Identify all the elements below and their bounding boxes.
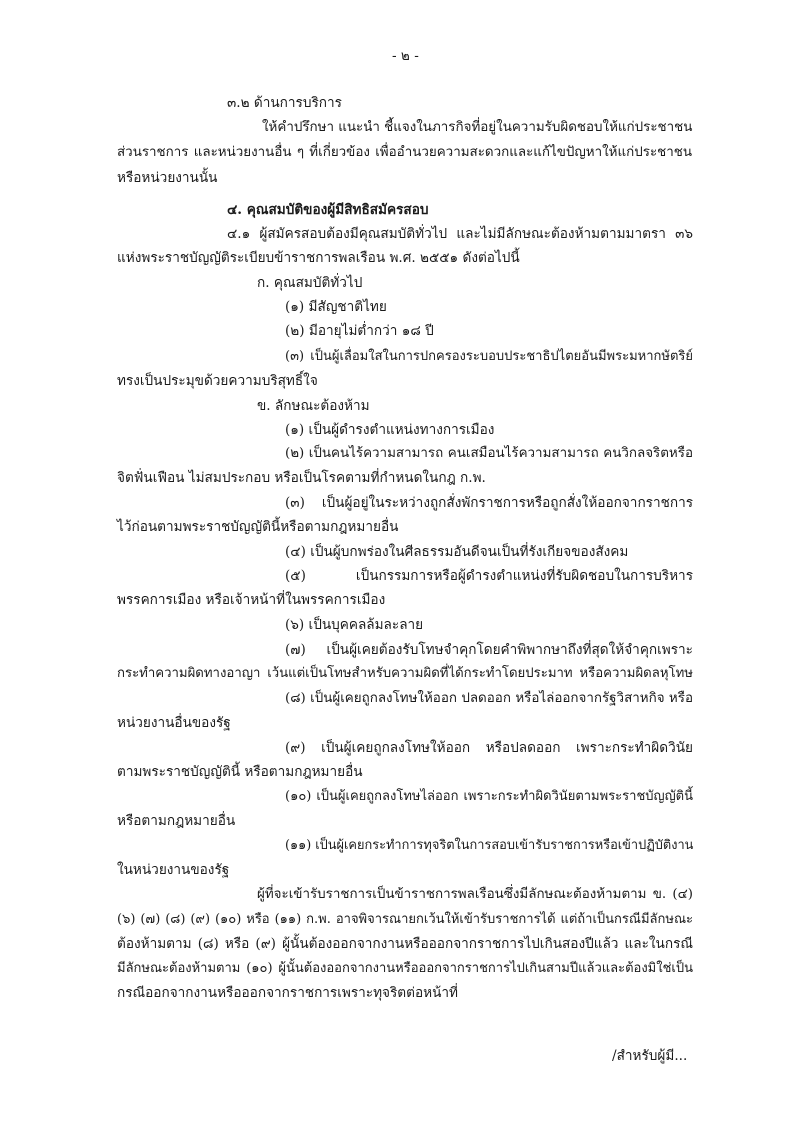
section-4-1-intro: แห่งพระราชบัญญัติระเบียบข้าราชการพลเรือน พ.ศ. ๒๕๕๑ ดังต่อไปนี้ [117,250,520,266]
general-item: (๒) มีอายุไม่ต่ำกว่า ๑๘ ปี [285,323,434,339]
general-item: (๓) เป็นผู้เลื่อมใสในการปกครองระบอบประชาธิปไตยอันมีพระมหากษัตริย์ [285,349,693,364]
general-qualifications-title: ก. คุณสมบัติทั่วไป [257,275,363,291]
closing-paragraph-line: กรณีออกจากงานหรือออกจากราชการเพราะทุจริตต่อหน้าที่ [117,985,458,1001]
prohibited-title: ข. ลักษณะต้องห้าม [257,398,370,414]
footer-continuation: /สำหรับผู้มี... [612,1048,688,1064]
prohibited-item: (๙) เป็นผู้เคยถูกลงโทษให้ออก หรือปลดออก เพราะกระทำผิดวินัย [285,740,693,756]
section-4-1-intro: ๔.๑ ผู้สมัครสอบต้องมีคุณสมบัติทั่วไป และไม่มีลักษณะต้องห้ามตามมาตรา ๓๖ [227,226,693,242]
general-item: ทรงเป็นประมุขด้วยความบริสุทธิ์ใจ [117,373,318,389]
section-3-2-line: ส่วนราชการ และหน่วยงานอื่น ๆ ที่เกี่ยวข้อง เพื่ออำนวยความสะดวกและแก้ไขปัญหาให้แก่ประชาชน [117,145,692,160]
closing-paragraph-line: ต้องห้ามตาม (๘) หรือ (๙) ผู้นั้นต้องออกจากงานหรือออกจากราชการไปเกินสองปีแล้ว และในกรณี [117,936,693,952]
closing-paragraph-line: ผู้ที่จะเข้ารับราชการเป็นข้าราชการพลเรือนซึ่งมีลักษณะต้องห้ามตาม ข. (๔) [257,887,693,902]
prohibited-item: จิตฟั่นเฟือน ไม่สมประกอบ หรือเป็นโรคตามที่กำหนดในกฎ ก.พ. [117,470,486,486]
prohibited-item: ไว้ก่อนตามพระราชบัญญัตินี้หรือตามกฎหมายอื่น [117,519,399,535]
prohibited-item: (๔) เป็นผู้บกพร่องในศีลธรรมอันดีจนเป็นที่รังเกียจของสังคม [285,544,629,560]
prohibited-item: (๕) เป็นกรรมการหรือผู้ดำรงตำแหน่งที่รับผิดชอบในการบริหาร [285,568,693,584]
prohibited-item: กระทำความผิดทางอาญา เว้นแต่เป็นโทษสำหรับความผิดที่ได้กระทำโดยประมาท หรือความผิดลหุโทษ [117,666,693,681]
page-number: - ๒ - [392,48,419,64]
section-3-2-heading: ๓.๒ ด้านการบริการ [227,95,342,111]
section-3-2-line: หรือหน่วยงานนั้น [117,170,218,186]
prohibited-item: (๒) เป็นคนไร้ความสามารถ คนเสมือนไร้ความสามารถ คนวิกลจริตหรือ [285,446,693,461]
closing-paragraph-line: (๖) (๗) (๘) (๙) (๑๐) หรือ (๑๑) ก.พ. อาจพิจารณายกเว้นให้เข้ารับราชการได้ แต่ถ้าเป็นกรณีมีลักษณะ [117,912,693,927]
general-item: (๑) มีสัญชาติไทย [285,299,387,315]
section-4-heading: ๔. คุณสมบัติของผู้มีสิทธิสมัครสอบ [227,202,429,218]
prohibited-item: พรรคการเมือง หรือเจ้าหน้าที่ในพรรคการเมือง [117,592,386,608]
prohibited-item: หน่วยงานอื่นของรัฐ [117,715,231,731]
prohibited-item: (๑๑) เป็นผู้เคยกระทำการทุจริตในการสอบเข้ารับราชการหรือเข้าปฏิบัติงาน [285,838,694,853]
prohibited-item: ในหน่วยงานของรัฐ [117,862,230,878]
prohibited-item: (๑) เป็นผู้ดำรงตำแหน่งทางการเมือง [285,422,495,438]
prohibited-item: หรือตามกฎหมายอื่น [117,813,236,829]
prohibited-item: (๖) เป็นบุคคลล้มละลาย [285,617,424,633]
prohibited-item: (๓) เป็นผู้อยู่ในระหว่างถูกสั่งพักราชการหรือถูกสั่งให้ออกจากราชการ [285,495,693,511]
prohibited-item: (๗) เป็นผู้เคยต้องรับโทษจำคุกโดยคำพิพากษาถึงที่สุดให้จำคุกเพราะ [285,642,693,658]
prohibited-item: (๘) เป็นผู้เคยถูกลงโทษให้ออก ปลดออก หรือไล่ออกจากรัฐวิสาหกิจ หรือ [285,691,693,706]
closing-paragraph-line: มีลักษณะต้องห้ามตาม (๑๐) ผู้นั้นต้องออกจากงานหรือออกจากราชการไปเกินสามปีแล้วและต้องมิใช่เป็น [117,961,693,976]
prohibited-item: (๑๐) เป็นผู้เคยถูกลงโทษไล่ออก เพราะกระทำผิดวินัยตามพระราชบัญญัตินี้ [285,789,693,804]
prohibited-item: ตามพระราชบัญญัตินี้ หรือตามกฎหมายอื่น [117,764,363,780]
section-3-2-line: ให้คำปรึกษา แนะนำ ชี้แจงในภารกิจที่อยู่ในความรับผิดชอบให้แก่ประชาชน [262,120,693,135]
